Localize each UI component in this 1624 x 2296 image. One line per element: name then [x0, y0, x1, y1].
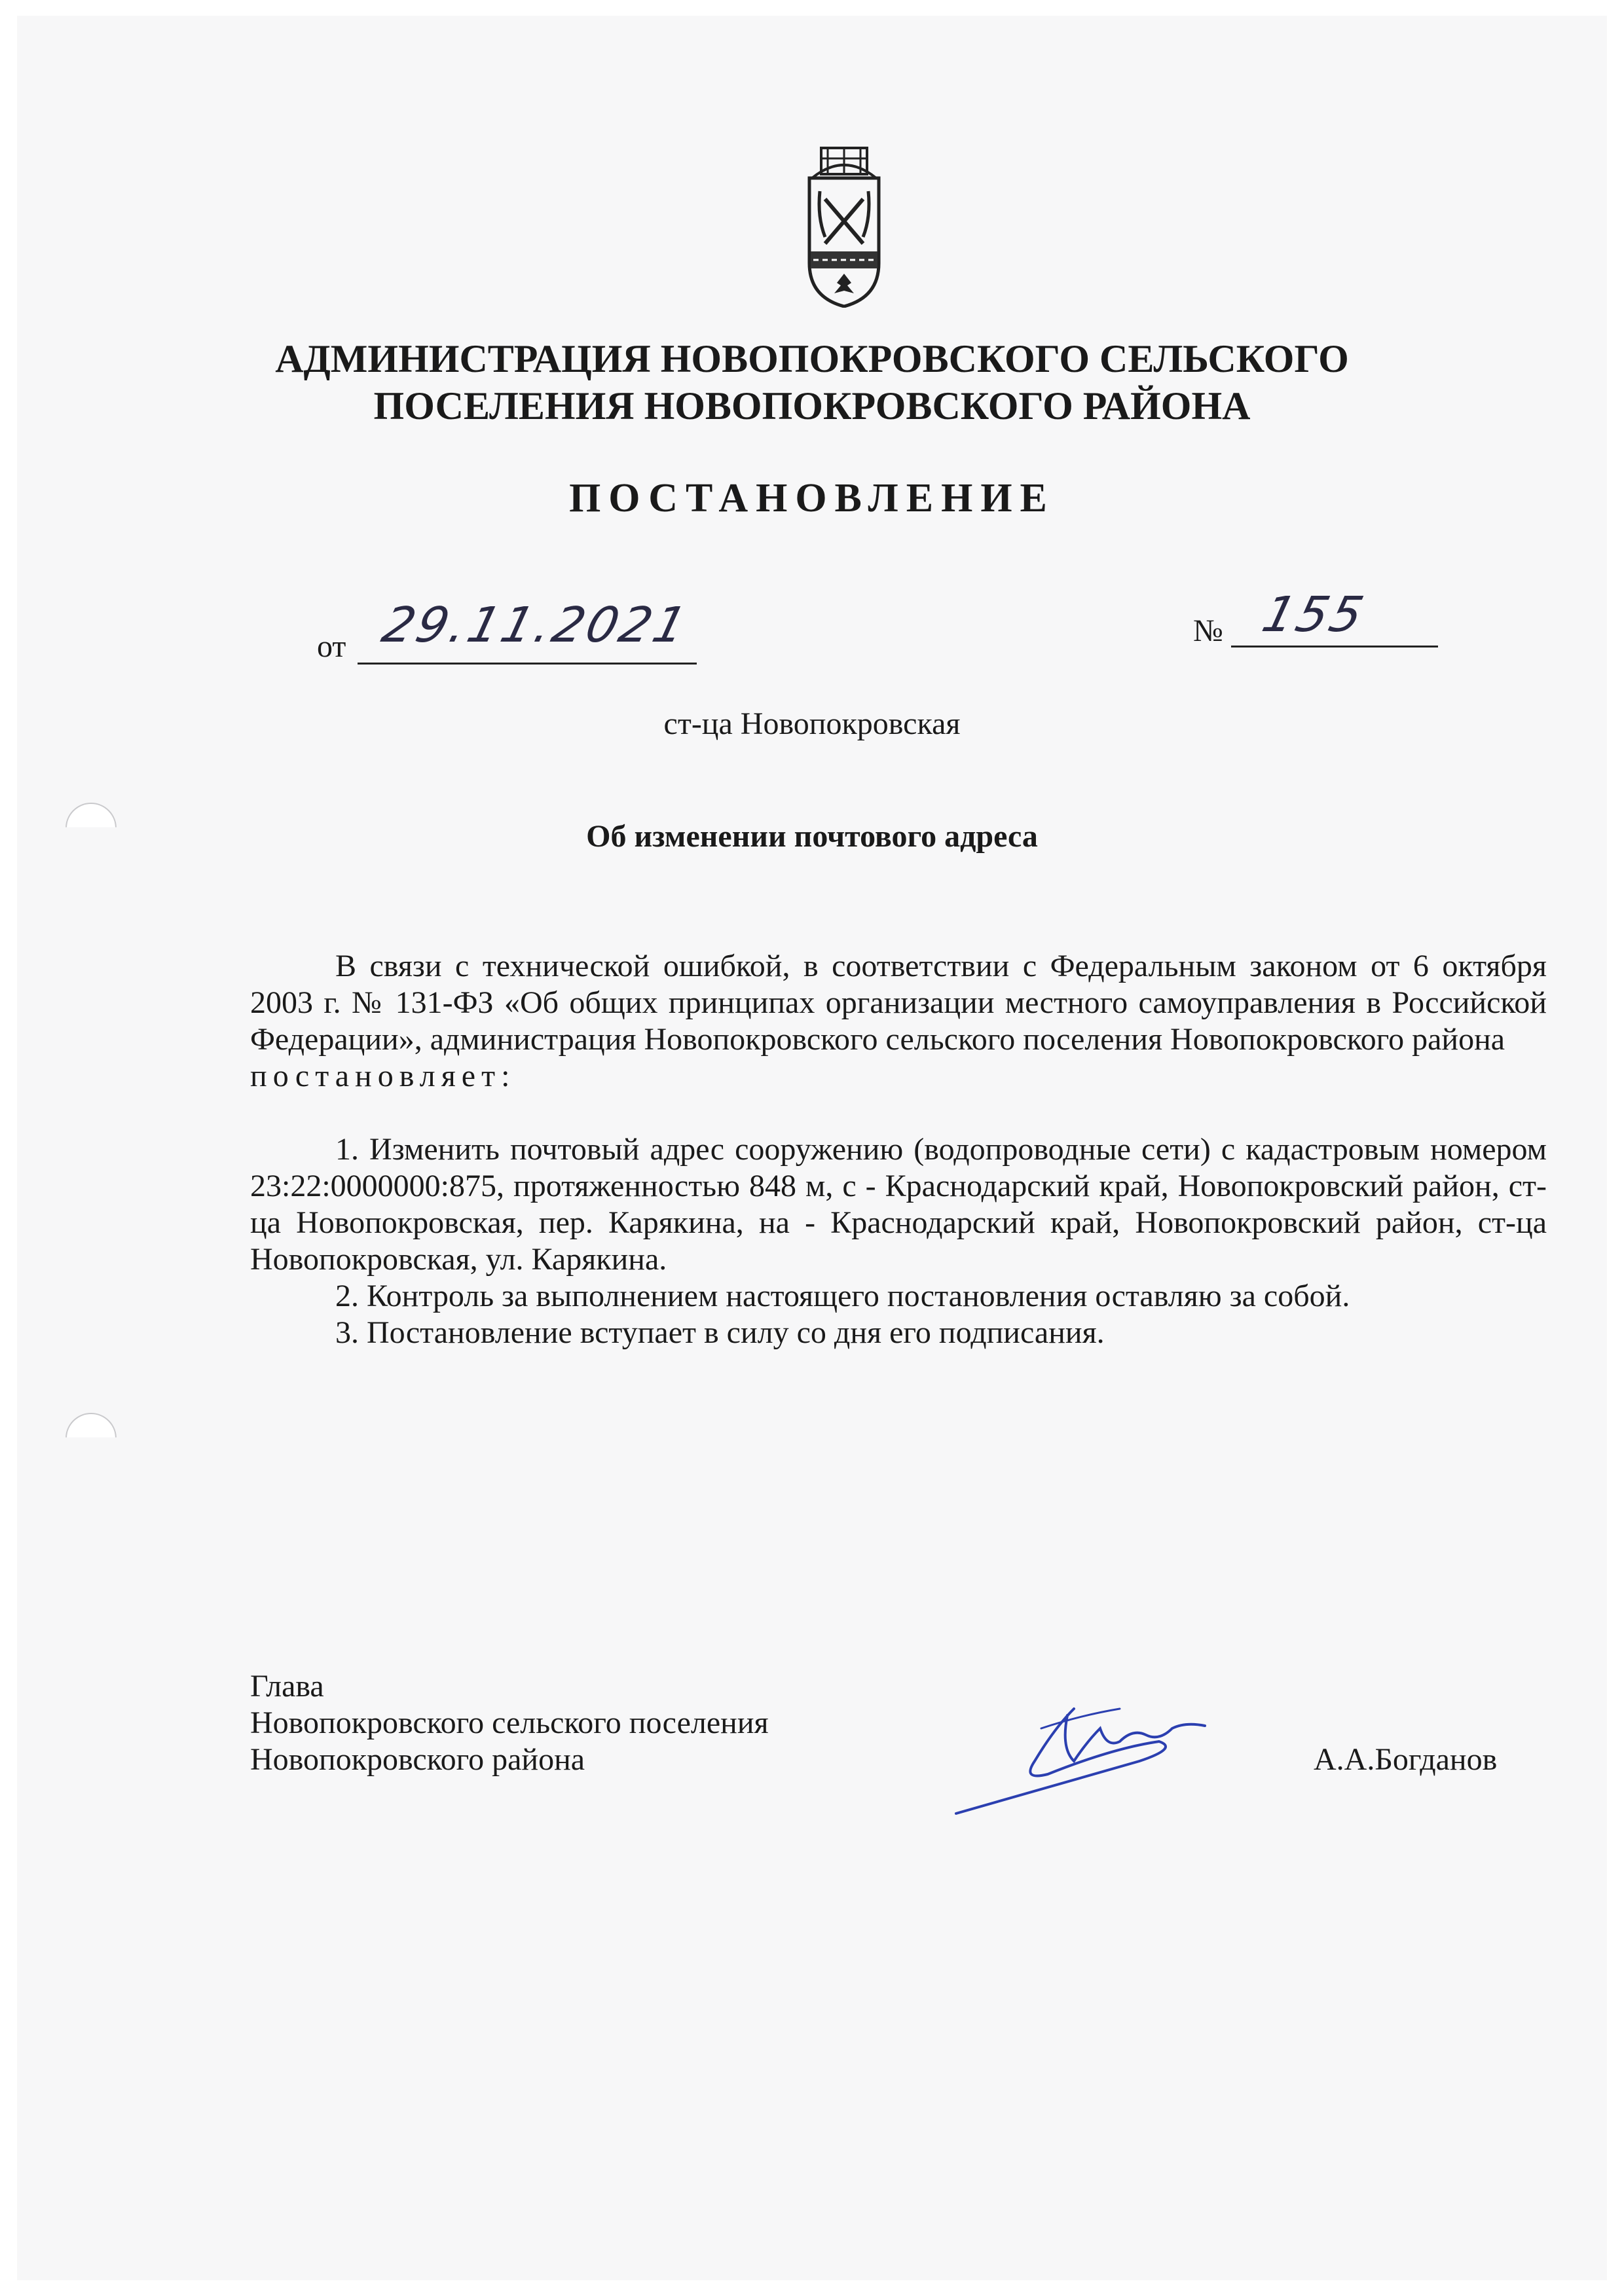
document-subject: Об изменении почтового адреса	[586, 819, 1038, 854]
resolve-word: постановляет:	[250, 1059, 516, 1093]
date-label: от	[317, 629, 346, 664]
place-name: ст-ца Новопокровская	[663, 706, 961, 741]
item-1: 1. Изменить почтовый адрес сооружению (водопроводные сети) с кадастровым номером 23:22:0000000:875, протяженностью 848 м, с - Краснодарский край, Новопокровский район, ст-ца Новопокровская, пер. Карякина, на - Краснодарский край, Новопокровский район, ст-ца Новопокровская, ул. Карякина.	[250, 1132, 1547, 1277]
signatory-line-2: Новопокровского сельского поселения	[250, 1705, 769, 1740]
handwritten-signature	[943, 1689, 1218, 1820]
item-2: 2. Контроль за выполнением настоящего постановления оставляю за собой.	[335, 1279, 1350, 1313]
preamble-paragraph: В связи с технической ошибкой, в соответствии с Федеральным законом от 6 октября 2003 г. № 131-ФЗ «Об общих принципах организации местного самоуправления в Российской Федерации», администрация Новопокровского сельского поселения Новопокровского района	[250, 949, 1547, 1057]
document-body	[250, 948, 1547, 1351]
item-3: 3. Постановление вступает в силу со дня его подписания.	[335, 1315, 1105, 1350]
document-type: ПОСТАНОВЛЕНИЕ	[569, 476, 1055, 520]
date-value: 29.11.2021	[377, 597, 695, 653]
number-label: №	[1193, 613, 1223, 648]
signatory-line-1: Глава	[250, 1669, 324, 1704]
signatory-position	[250, 1668, 769, 1778]
signatory-line-3: Новопокровского района	[250, 1742, 585, 1777]
number-value: 155	[1257, 587, 1371, 643]
org-name-line-1: АДМИНИСТРАЦИЯ НОВОПОКРОВСКОГО СЕЛЬСКОГО	[275, 337, 1349, 380]
org-name-line-2: ПОСЕЛЕНИЯ НОВОПОКРОВСКОГО РАЙОНА	[373, 384, 1251, 428]
coat-of-arms-emblem	[805, 145, 883, 308]
signatory-name: А.А.Богданов	[1314, 1742, 1498, 1777]
